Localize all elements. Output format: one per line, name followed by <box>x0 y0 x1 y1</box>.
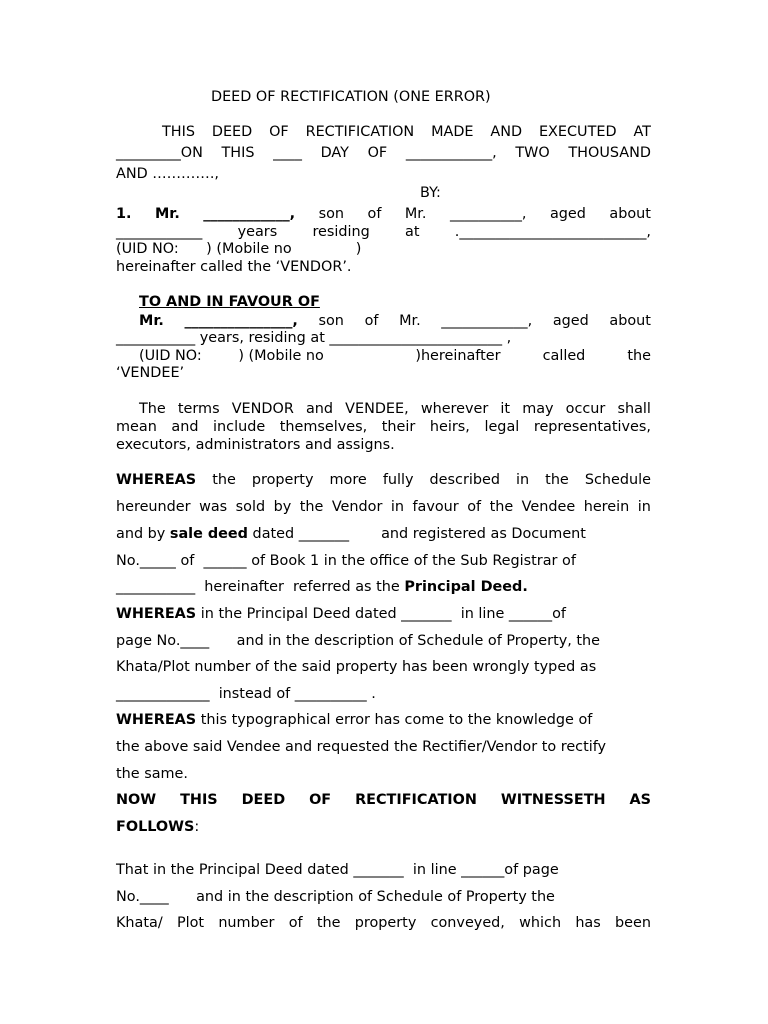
whereas3-line-1: WHEREAS this typographical error has come to the knowledge of <box>116 712 593 728</box>
vendee-line-1: Mr. _______________, son of Mr. ____________, aged about <box>139 313 651 329</box>
vendee-line-4: ‘VENDEE’ <box>116 365 185 381</box>
whereas2-line-3: Khata/Plot number of the said property has been wrongly typed as <box>116 659 597 675</box>
whereas1-line-1: WHEREAS the property more fully described in the Schedule <box>116 472 651 488</box>
vendee-heading: TO AND IN FAVOUR OF <box>139 294 320 310</box>
terms-line-1: The terms VENDOR and VENDEE, wherever it may occur shall <box>139 401 651 417</box>
whereas1-line-3: and by sale deed dated _______ and registered as Document <box>116 526 586 542</box>
whereas2-line-2: page No.____ and in the description of Schedule of Property, the <box>116 633 601 649</box>
whereas1-line-4: No._____ of ______ of Book 1 in the office of the Sub Registrar of <box>116 553 576 569</box>
intro-line-1: THIS DEED OF RECTIFICATION MADE AND EXECUTED AT <box>162 124 651 140</box>
by-label: BY: <box>420 185 441 201</box>
terms-line-3: executors, administrators and assigns. <box>116 437 395 453</box>
vendee-line-2: ___________ years, residing at ________________________ , <box>116 330 512 346</box>
whereas3-line-2: the above said Vendee and requested the Rectifier/Vendor to rectify <box>116 739 607 755</box>
intro-line-3: AND …………., <box>116 166 219 182</box>
whereas2-line-4: _____________ instead of __________ . <box>116 686 376 702</box>
whereas1-line-5: ___________ hereinafter referred as the Principal Deed. <box>116 579 528 595</box>
vendor-line-3: (UID NO: ) (Mobile no ) <box>116 241 362 257</box>
vendee-line-3: (UID NO: ) (Mobile no )hereinafter called the <box>139 348 651 364</box>
terms-line-2: mean and include themselves, their heirs, legal representatives, <box>116 419 651 435</box>
vendor-line-1: 1. Mr. ____________, son of Mr. __________, aged about <box>116 206 651 222</box>
intro-line-2: _________ON THIS ____ DAY OF ____________, TWO THOUSAND <box>116 145 651 161</box>
deed-title: DEED OF RECTIFICATION (ONE ERROR) <box>211 89 491 105</box>
now-line-2: FOLLOWS: <box>116 819 200 835</box>
whereas1-line-2: hereunder was sold by the Vendor in favour of the Vendee herein in <box>116 499 651 515</box>
final-line-3: Khata/ Plot number of the property conveyed, which has been <box>116 915 651 931</box>
now-line-1: NOW THIS DEED OF RECTIFICATION WITNESSETH AS <box>116 792 651 808</box>
final-line-2: No.____ and in the description of Schedule of Property the <box>116 889 555 905</box>
vendor-line-2: ____________ years residing at .__________________________, <box>116 224 651 240</box>
whereas3-line-3: the same. <box>116 766 188 782</box>
final-line-1: That in the Principal Deed dated _______ in line ______of page <box>116 862 559 878</box>
vendor-line-4: hereinafter called the ‘VENDOR’. <box>116 259 352 275</box>
whereas2-line-1: WHEREAS in the Principal Deed dated _______ in line ______of <box>116 606 566 622</box>
